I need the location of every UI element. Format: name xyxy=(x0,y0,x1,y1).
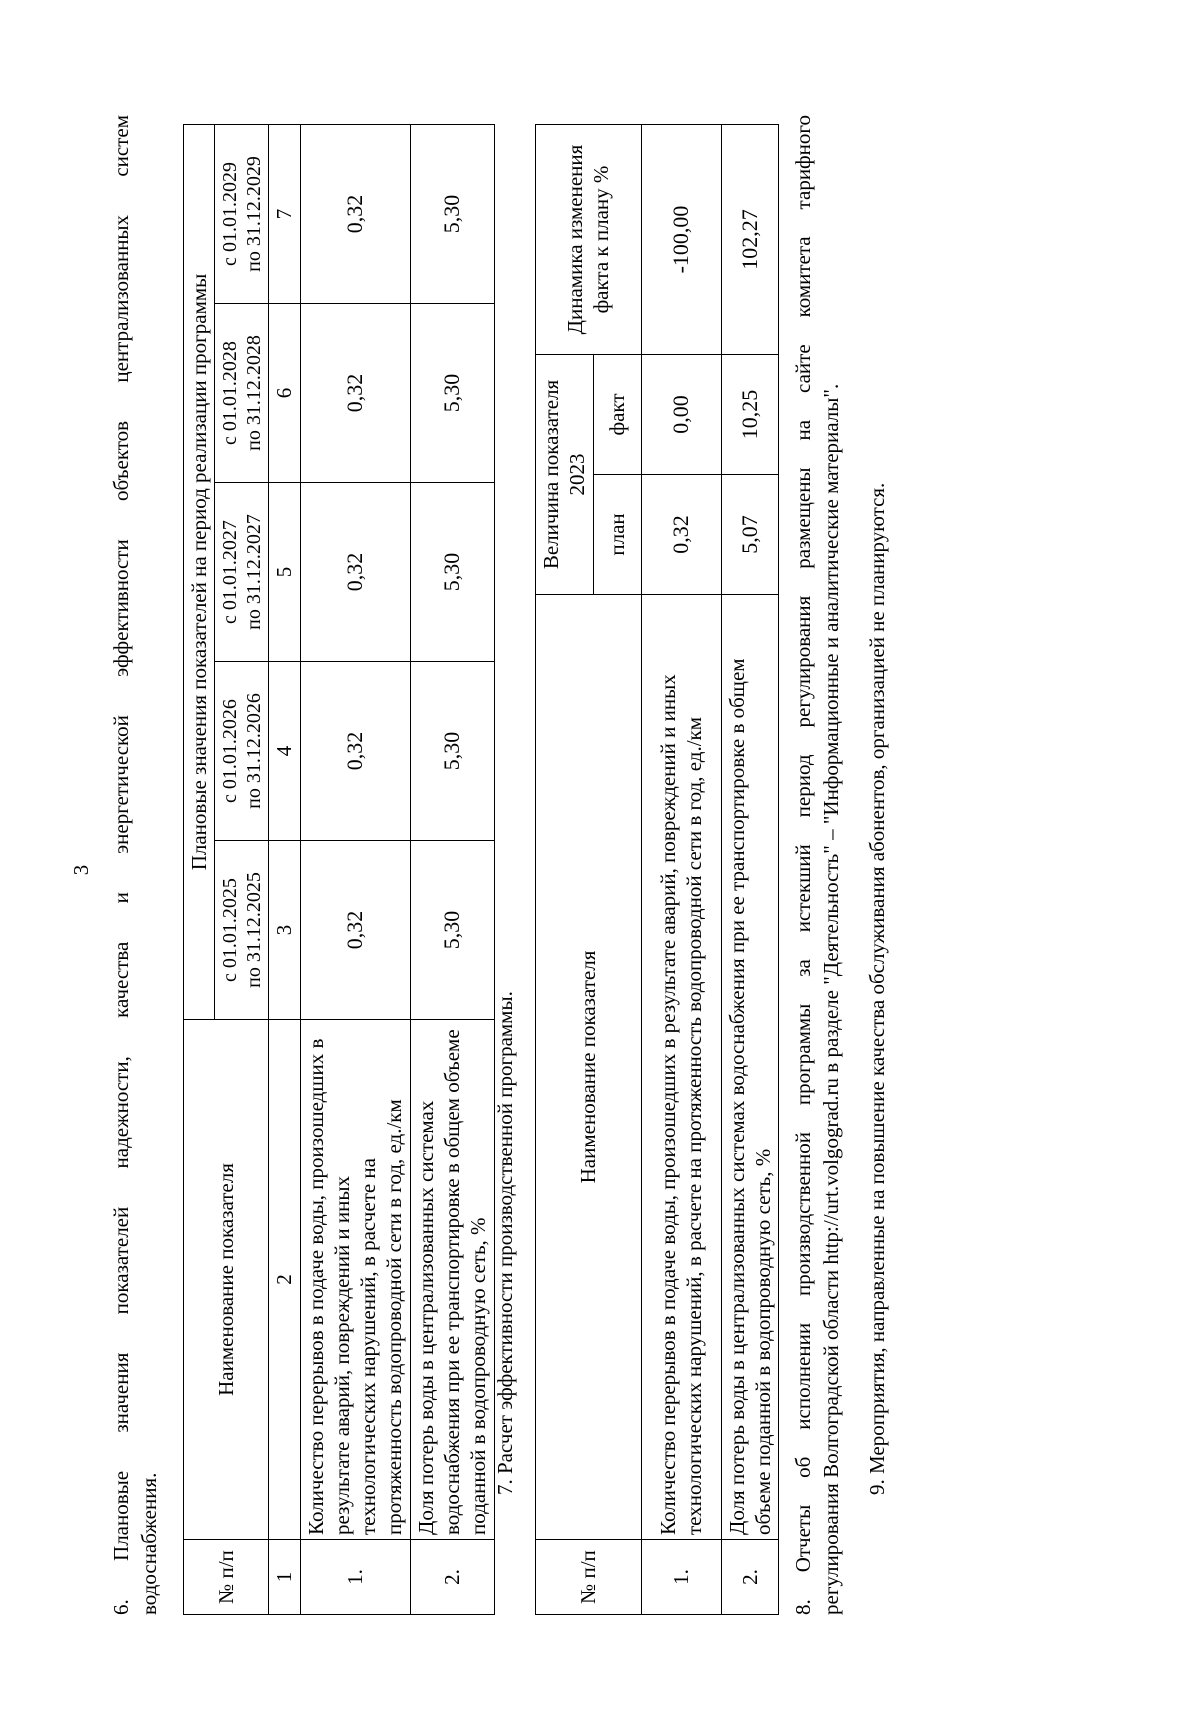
period-from: с 01.01.2028 xyxy=(218,341,241,445)
row-number: 1. xyxy=(641,1540,721,1615)
table-row xyxy=(721,125,779,1615)
col-name-header: Наименование показателя xyxy=(184,1020,269,1540)
column-index: 7 xyxy=(269,124,300,303)
period-header xyxy=(215,304,269,483)
dynamics-value: 102,27 xyxy=(721,125,779,355)
section8-text-cont: регулирования Волгоградской области http://urt.volgograd.ru в разделе "Деятельность" – "Информационные и аналитические материалы". xyxy=(819,383,843,1615)
period-to: по 31.12.2029 xyxy=(242,156,265,272)
column-index: 2 xyxy=(269,1020,300,1540)
value-cell: 5,30 xyxy=(410,841,494,1020)
value-cell: 5,30 xyxy=(410,304,494,483)
plan-value: 5,07 xyxy=(721,475,779,595)
row-number: 2. xyxy=(410,1540,494,1615)
col-name-header: Наименование показателя xyxy=(536,595,642,1540)
section7-heading: 7. Расчет эффективности производственной программы. xyxy=(493,991,517,1495)
col-num-header: № п/п xyxy=(184,1540,269,1615)
column-index: 1 xyxy=(269,1540,300,1615)
period-header xyxy=(215,662,269,841)
fact-value: 0,00 xyxy=(641,355,721,475)
column-index: 3 xyxy=(269,841,300,1020)
value-cell: 5,30 xyxy=(410,662,494,841)
value-cell: 0,32 xyxy=(300,841,410,1020)
section9-text: 9. Мероприятия, направленные на повышение качества обслуживания абонентов, организацией не планируются. xyxy=(865,482,889,1495)
value-cell: 0,32 xyxy=(300,662,410,841)
col-num-header: № п/п xyxy=(536,1540,642,1615)
fact-value: 10,25 xyxy=(721,355,779,475)
value-cell: 0,32 xyxy=(300,304,410,483)
section6-heading: 6. Плановые значения показателей надежности, качества и энергетической эффективности объектов централизованных систем xyxy=(109,115,133,1615)
row-number: 1. xyxy=(300,1540,410,1615)
period-header xyxy=(215,483,269,662)
planned-values-group-header: Плановые значения показателей на период реализации программы xyxy=(184,124,215,1019)
row-number: 2. xyxy=(721,1540,779,1615)
column-index: 5 xyxy=(269,483,300,662)
dynamics-value: -100,00 xyxy=(641,125,721,355)
value-cell: 0,32 xyxy=(300,124,410,303)
value-group-header: Величина показателя 2023 xyxy=(536,355,594,595)
value-cell: 5,30 xyxy=(410,483,494,662)
column-index-row xyxy=(269,124,300,1614)
plan-value: 0,32 xyxy=(641,475,721,595)
value-cell: 5,30 xyxy=(410,124,494,303)
value-cell: 0,32 xyxy=(300,483,410,662)
indicator-name: Количество перерывов в подаче воды, произошедших в результате аварий, повреждений и иных технологических нарушений, в расчете на протяженность водопроводной сети в год, ед./км xyxy=(300,1020,410,1540)
column-index: 6 xyxy=(269,304,300,483)
indicator-name: Доля потерь воды в централизованных системах водоснабжения при ее транспортировке в общем объеме поданной в водопроводную сеть, % xyxy=(721,595,779,1540)
period-to: по 31.12.2026 xyxy=(242,693,265,809)
period-header xyxy=(215,124,269,303)
indicator-name: Количество перерывов в подаче воды, произошедших в результате аварий, повреждений и иных технологических нарушений, в расчете на протяженность водопроводной сети в год, ед./км xyxy=(641,595,721,1540)
table-row xyxy=(300,124,410,1614)
period-to: по 31.12.2025 xyxy=(242,872,265,988)
planned-values-table xyxy=(183,124,495,1615)
page-number: 3 xyxy=(69,864,93,876)
period-to: по 31.12.2028 xyxy=(242,335,265,451)
indicator-name: Доля потерь воды в централизованных системах водоснабжения при ее транспортировке в общем объеме поданной в водопроводную сеть, % xyxy=(410,1020,494,1540)
section8-text: 8. Отчеты об исполнении производственной программы за истекший период регулирования размещены на сайте комитета тарифного xyxy=(791,115,815,1615)
period-to: по 31.12.2027 xyxy=(242,514,265,630)
column-index: 4 xyxy=(269,662,300,841)
period-from: с 01.01.2027 xyxy=(218,520,241,624)
period-from: с 01.01.2026 xyxy=(218,699,241,803)
plan-header: план xyxy=(593,475,641,595)
period-from: с 01.01.2025 xyxy=(218,878,241,982)
table-row xyxy=(410,124,494,1614)
section6-heading-cont: водоснабжения. xyxy=(137,1472,161,1615)
period-header xyxy=(215,841,269,1020)
dynamics-header: Динамика изменения факта к плану % xyxy=(536,125,642,355)
table-row xyxy=(641,125,721,1615)
period-from: с 01.01.2029 xyxy=(218,162,241,266)
efficiency-table xyxy=(535,124,779,1615)
fact-header: факт xyxy=(593,355,641,475)
